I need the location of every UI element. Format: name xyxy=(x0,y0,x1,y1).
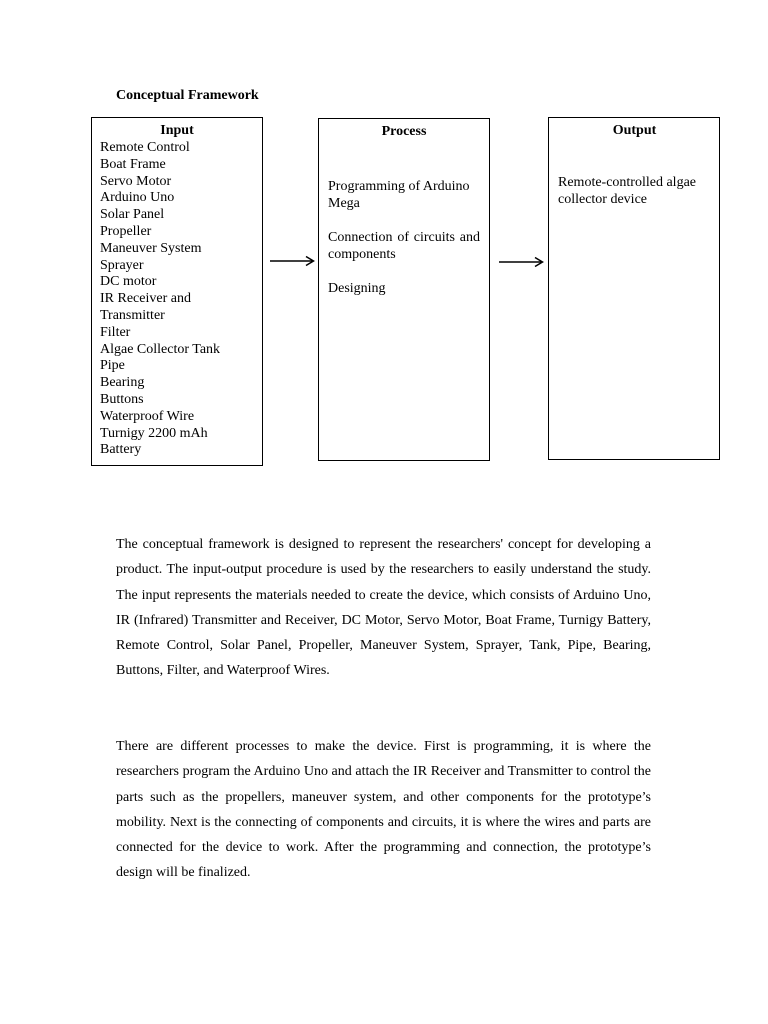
process-item: Programming of Arduino Mega xyxy=(328,179,470,211)
input-item: Arduino Uno xyxy=(100,190,175,206)
body-paragraph: There are different processes to make the device. First is programming, it is where the researchers program the Arduino Uno and attach the IR Receiver and Transmitter to control the parts such as the propellers, maneuver system, and other components for the prototype’s mobility. Next is the connecting of components and circuits, it is where the wires and parts are connected for the device to work. After the programming and connection, the prototype’s design will be finalized. xyxy=(116,739,651,881)
input-item: Propeller xyxy=(100,223,152,239)
arrow-right-icon xyxy=(499,256,545,268)
input-item: Filter xyxy=(100,324,131,340)
input-item: Buttons xyxy=(100,391,144,407)
input-item: Algae Collector Tank xyxy=(100,341,221,357)
input-item: DC motor xyxy=(100,274,157,290)
input-item: Battery xyxy=(100,442,142,458)
input-box xyxy=(91,117,263,466)
output-text: Remote-controlled algae collector device xyxy=(558,175,696,207)
process-box xyxy=(318,118,490,461)
input-item: Solar Panel xyxy=(100,207,165,223)
process-item: Connection of circuits and components xyxy=(328,230,480,262)
output-title: Output xyxy=(612,123,657,138)
input-item: Remote Control xyxy=(100,140,190,155)
arrow-right-icon xyxy=(270,255,316,267)
process-list xyxy=(328,178,480,297)
input-item: Transmitter xyxy=(100,307,165,323)
input-item: Turnigy 2200 mAh xyxy=(100,425,208,441)
output-box xyxy=(548,117,720,460)
body-paragraph: The conceptual framework is designed to represent the researchers' concept for developing a product. The input-output procedure is used by the researchers to easily understand the study. The input represents the materials needed to create the device, which consists of Arduino Uno, IR (Infrared) Transmitter and Receiver, DC Motor, Servo Motor, Boat Frame, Turnigy Battery, Remote Control, Solar Panel, Propeller, Maneuver System, Sprayer, Tank, Pipe, Bearing, Buttons, Filter, and Waterproof Wires. xyxy=(116,537,651,679)
input-item: Maneuver System xyxy=(100,240,202,256)
input-item: IR Receiver and xyxy=(100,291,191,307)
process-item: Designing xyxy=(328,281,386,296)
input-item: Waterproof Wire xyxy=(100,408,195,424)
input-item: Pipe xyxy=(100,358,125,374)
input-title: Input xyxy=(160,123,194,138)
input-item: Servo Motor xyxy=(100,173,172,189)
framework-heading: Conceptual Framework xyxy=(116,88,259,103)
input-item: Sprayer xyxy=(100,257,144,273)
input-item: Boat Frame xyxy=(100,156,166,172)
input-item: Bearing xyxy=(100,375,145,391)
process-title: Process xyxy=(381,124,427,139)
input-list xyxy=(100,140,254,459)
